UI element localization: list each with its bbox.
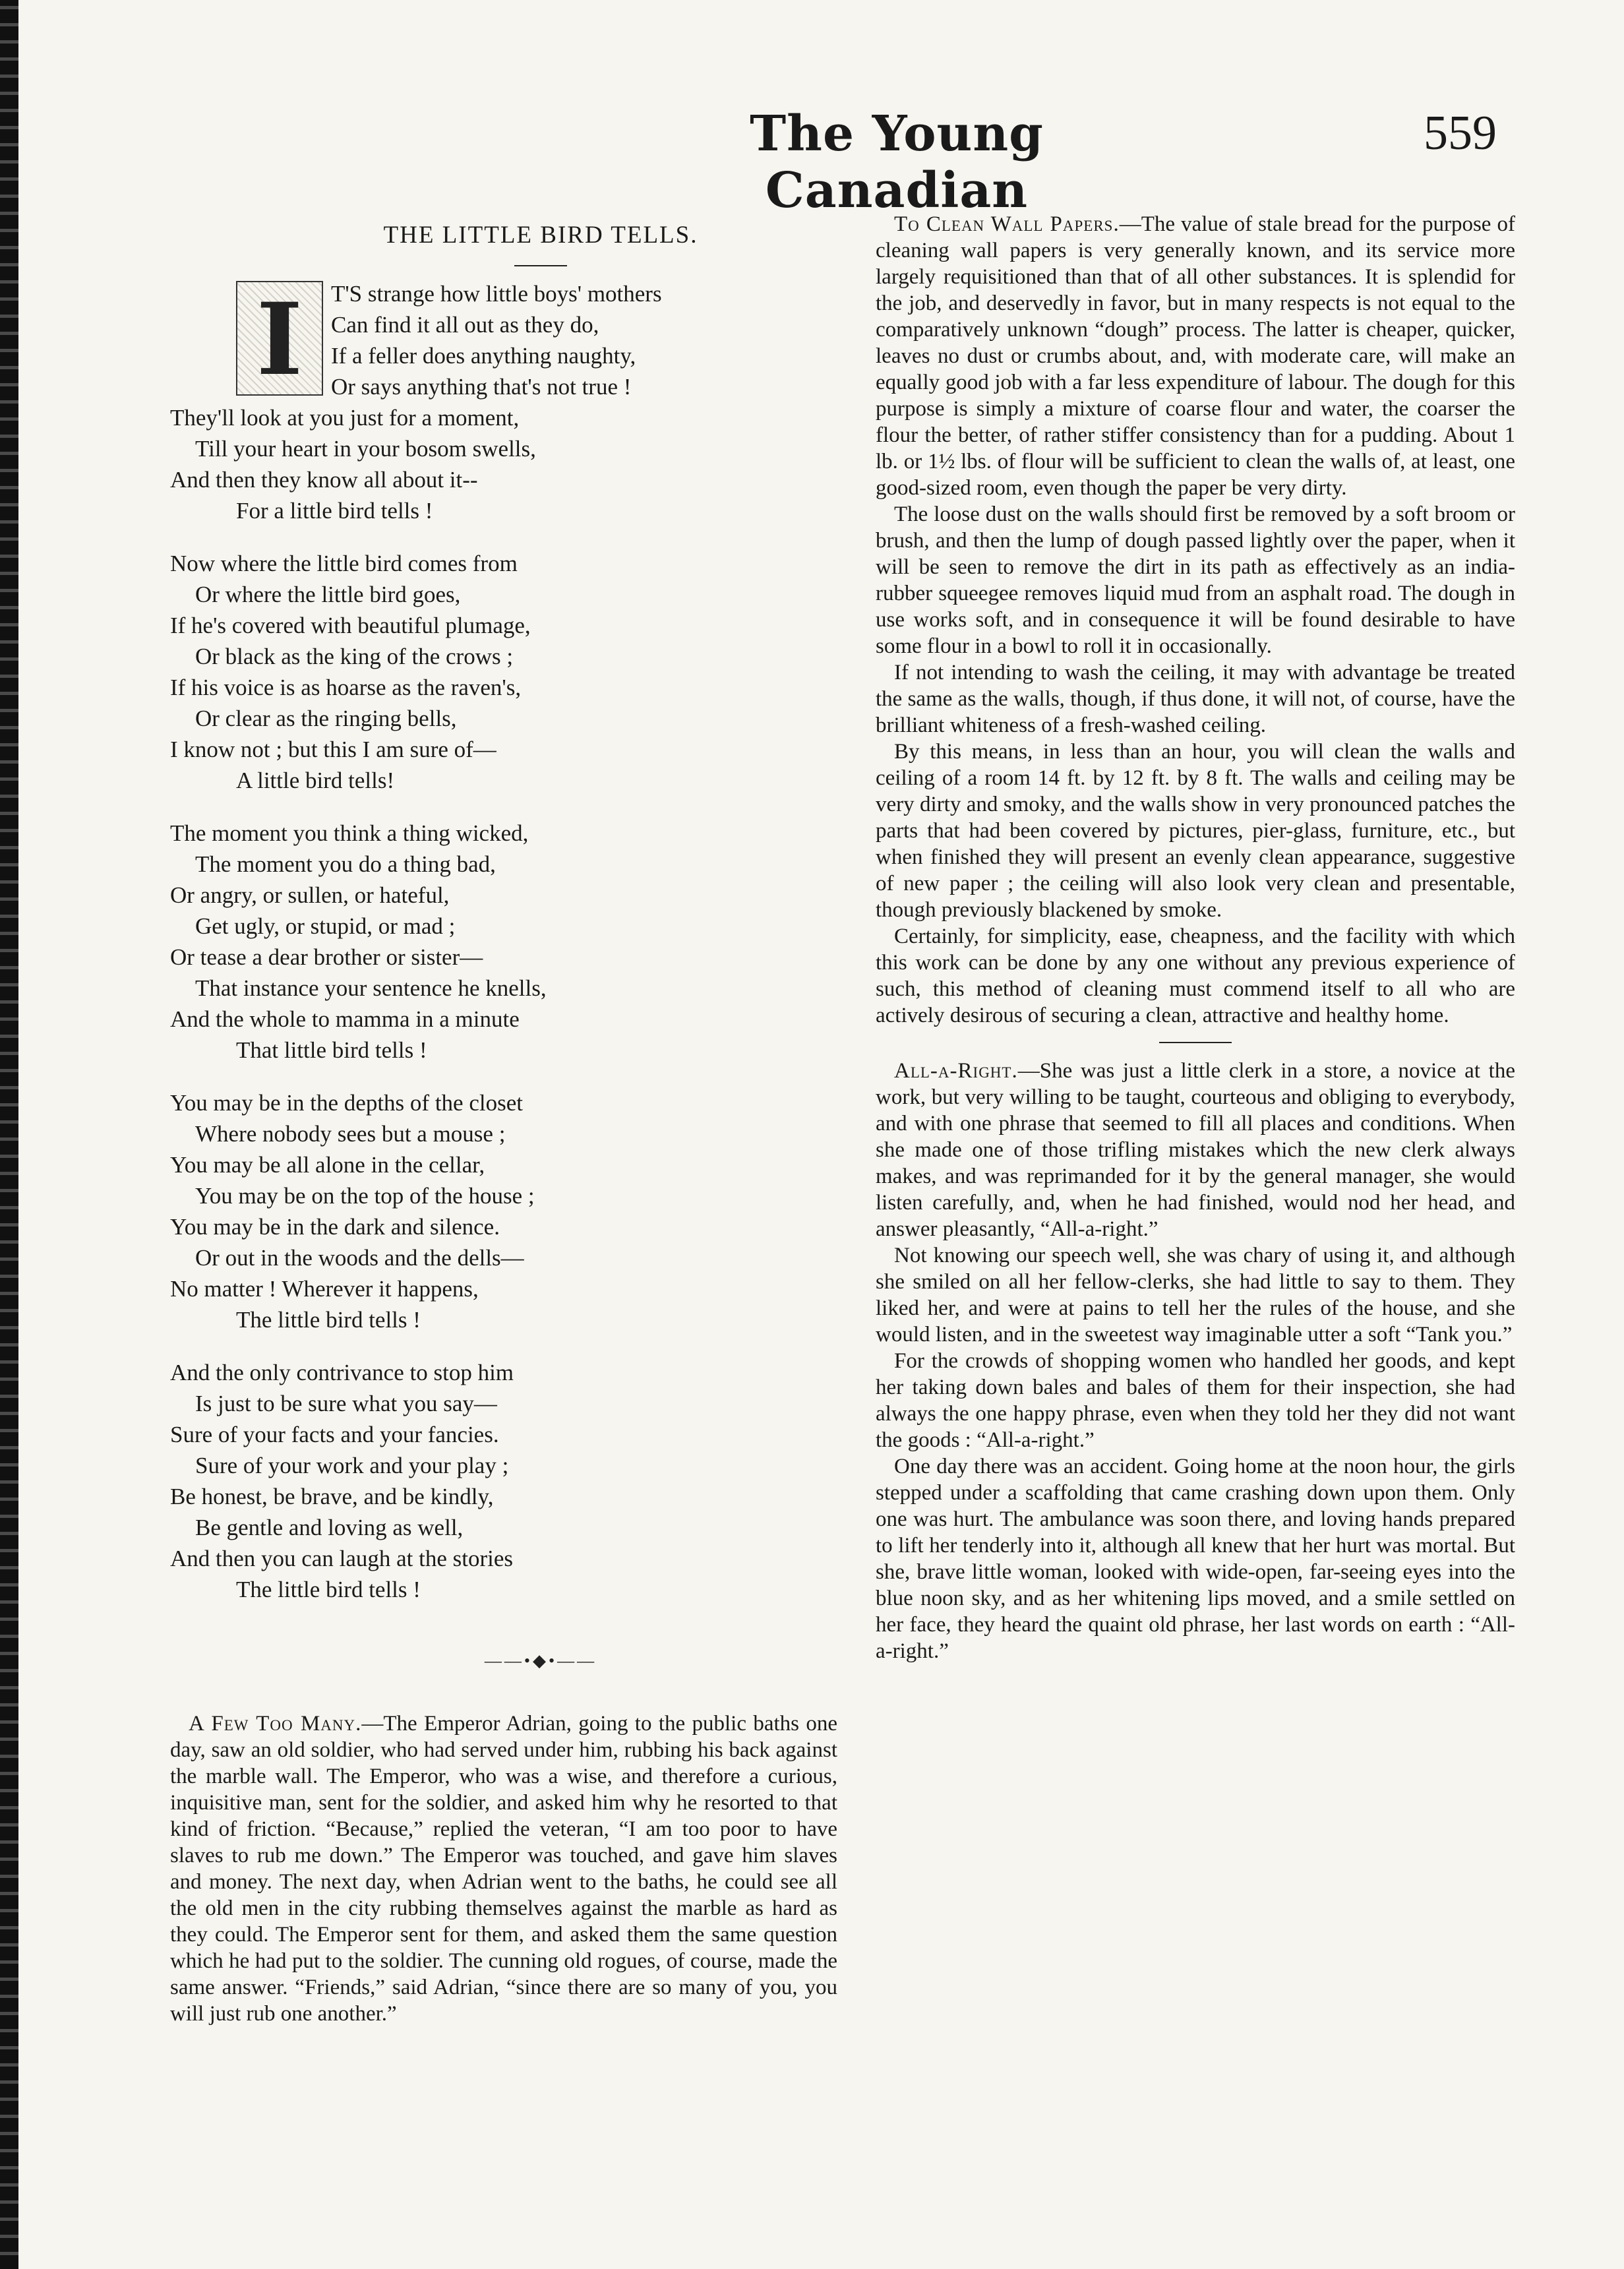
stanza-5 bbox=[170, 1357, 837, 1605]
ornamental-drop-cap: I bbox=[236, 281, 323, 396]
poem-line: Or black as the king of the crows ; bbox=[195, 644, 514, 669]
poem-line: I know not ; but this I am sure of— bbox=[170, 737, 496, 762]
stanza-2 bbox=[170, 548, 837, 796]
poem-line: And the only contrivance to stop him bbox=[170, 1360, 514, 1385]
poem-line: Or angry, or sullen, or hateful, bbox=[170, 882, 450, 908]
poem-line: T'S strange how little boys' mothers bbox=[331, 281, 662, 307]
article-heading: A Few Too Many. bbox=[189, 1712, 362, 1736]
poem-line: Can find it all out as they do, bbox=[331, 312, 599, 338]
poem-line: If he's covered with beautiful plumage, bbox=[170, 613, 531, 638]
poem-line: Or out in the woods and the dells— bbox=[195, 1245, 524, 1271]
poem-line: Where nobody sees but a mouse ; bbox=[195, 1121, 506, 1147]
poem-line: You may be all alone in the cellar, bbox=[170, 1152, 485, 1178]
section-ornament: ——•◆•—— bbox=[484, 1651, 597, 1670]
few-too-many-article bbox=[170, 1710, 837, 2027]
poem-line: For a little bird tells ! bbox=[236, 498, 433, 524]
poem-line: That instance your sentence he knells, bbox=[195, 975, 547, 1001]
poem-line: And then they know all about it-- bbox=[170, 467, 478, 493]
all-a-right-paragraph: One day there was an accident. Going home at the noon hour, the girls stepped under a scaffolding that came crashing down upon them. Only one was hurt. The ambulance was soon there, and loving hands prepared to lift her tenderly into it, although all knew that her hurt was mortal. But she, brave little woman, looked with wide-open, far-seeing eyes into the blue noon sky, and as her whitening lips moved, and a smile settled on her face, they heard the quaint old phrase, her last words on earth : “All-a-right.” bbox=[876, 1455, 1515, 1663]
article-text: —The value of stale bread for the purpose of cleaning wall papers is very generally known, and its service more largely requisitioned than that of all other substances. It is splendid for the job, and deservedly in favor, but in many respects is not equal to the comparatively unknown “dough” process. The latter is cheaper, quicker, leaves no dust or crumbs about, and, with moderate care, will make an equally good job with a far less expenditure of labour. The dough for this purpose is simply a mixture of coarse flour and water, the coarser the flour the better, of rather stiffer consistency than for a pudding. About 1 lb. or 1½ lbs. of flour will be sufficient to clean the walls of, at least, one good-sized room, even though the paper be very dirty. bbox=[876, 212, 1515, 500]
title-rule bbox=[514, 265, 567, 266]
stanza-4 bbox=[170, 1087, 837, 1335]
poem-line: Is just to be sure what you say— bbox=[195, 1391, 497, 1416]
all-a-right-paragraph: Not knowing our speech well, she was chary of using it, and although she smiled on all her fellow-clerks, she had little to say to them. They liked her, and were at pains to tell her the rules of the house, and she would listen, and in the sweetest way imaginable utter a soft “Tank you.” bbox=[876, 1244, 1515, 1346]
section-rule bbox=[1159, 1042, 1232, 1043]
poem-line: If his voice is as hoarse as the raven's, bbox=[170, 675, 522, 700]
page-number: 559 bbox=[1424, 106, 1497, 160]
poem-line: No matter ! Wherever it happens, bbox=[170, 1276, 479, 1302]
all-a-right-paragraph: For the crowds of shopping women who handled her goods, and kept her taking down bales and bales of them for their inspection, she had always the one happy phrase, even when they told her they did not want the goods : “All-a-right.” bbox=[876, 1349, 1515, 1452]
poem-line: Sure of your work and your play ; bbox=[195, 1453, 509, 1478]
poem-line: Be gentle and loving as well, bbox=[195, 1515, 464, 1540]
binding-edge bbox=[0, 0, 18, 2269]
poem-line: Or says anything that's not true ! bbox=[331, 374, 632, 400]
poem-line: The little bird tells ! bbox=[236, 1307, 421, 1333]
poem-line: If a feller does anything naughty, bbox=[331, 343, 636, 369]
poem-line: A little bird tells! bbox=[236, 768, 395, 793]
poem-line: And then you can laugh at the stories bbox=[170, 1546, 514, 1571]
poem-line: The moment you think a thing wicked, bbox=[170, 820, 529, 846]
wall-papers-paragraph: If not intending to wash the ceiling, it may with advantage be treated the same as the walls, though, if thus done, it will not, of course, have the brilliant whiteness of a fresh-washed ceiling. bbox=[876, 661, 1515, 737]
poem-body bbox=[170, 278, 837, 1605]
poem-line: And the whole to mamma in a minute bbox=[170, 1006, 520, 1032]
all-a-right-paragraph bbox=[876, 1058, 1515, 1242]
stanza-3 bbox=[170, 818, 837, 1066]
right-column bbox=[876, 211, 1515, 1664]
left-column bbox=[170, 211, 837, 2027]
article-text: —The Emperor Adrian, going to the public baths one day, saw an old soldier, who had served under him, rubbing his back against the marble wall. The Emperor, who was a wise, and therefore a curious, inquisitive man, sent for the soldier, and asked him why he resorted to that kind of friction. “Because,” replied the veteran, “I am too poor to have slaves to rub me down.” The Emperor was touched, and gave him slaves and money. The next day, when Adrian went to the baths, he could see all the old men in the city rubbing themselves against the marble as hard as they could. The Emperor sent for them, and asked them the same question which he had put to the soldier. The cunning old rogues, of course, made the same answer. “Friends,” said Adrian, “since there are so many of you, you will just rub one another.” bbox=[170, 1712, 837, 2026]
poem-line: They'll look at you just for a moment, bbox=[170, 405, 520, 431]
poem-line: The little bird tells ! bbox=[236, 1577, 421, 1602]
wall-papers-paragraph: By this means, in less than an hour, you will clean the walls and ceiling of a room 14 ft. by 12 ft. by 8 ft. The walls and ceiling may be very dirty and smoky, and the walls show in very pronounced patches the parts that had been covered by pictures, pier-glass, furniture, etc., but when finished they will present an evenly clean appearance, suggestive of new paper ; the ceiling will also look very clean and presentable, though previously blackened by smoke. bbox=[876, 740, 1515, 922]
wall-papers-paragraph bbox=[876, 211, 1515, 501]
poem-line: The moment you do a thing bad, bbox=[195, 851, 496, 877]
poem-line: You may be in the depths of the closet bbox=[170, 1090, 523, 1116]
stanza-1 bbox=[170, 278, 837, 526]
wall-papers-paragraph: The loose dust on the walls should first be removed by a soft broom or brush, and then the lump of dough passed lightly over the paper, when it will be seen to remove the dirt in its path as effectively as an india-rubber squeegee removes liquid mud from an asphalt road. The dough in use works soft, and in consequence it will be found desirable to have some flour in a bowl to roll it in occasionally. bbox=[876, 502, 1515, 658]
article-text: —She was just a little clerk in a store, a novice at the work, but very willing to be taught, courteous and obliging to everybody, and with one phrase that seemed to fill all places and conditions. When she made one of those trifling mistakes which the new clerk always makes, and was reprimanded for it by the general manager, she would listen carefully, and, when he had finished, would nod her head, and answer pleasantly, “All-a-right.” bbox=[876, 1059, 1515, 1241]
poem-line: You may be on the top of the house ; bbox=[195, 1183, 535, 1209]
article-heading: To Clean Wall Papers. bbox=[894, 212, 1120, 236]
poem-line: You may be in the dark and silence. bbox=[170, 1214, 500, 1240]
wall-papers-paragraph: Certainly, for simplicity, ease, cheapness, and the facility with which this work can be done by any one without any previous experience of such, this method of cleaning must commend itself to all who are actively desirous of securing a clean, attractive and healthy home. bbox=[876, 924, 1515, 1027]
article-heading: All-a-Right. bbox=[894, 1059, 1018, 1083]
poem-line: Now where the little bird comes from bbox=[170, 551, 518, 576]
poem-line: That little bird tells ! bbox=[236, 1037, 427, 1063]
poem-line: Or clear as the ringing bells, bbox=[195, 706, 457, 731]
poem-line: Be honest, be brave, and be kindly, bbox=[170, 1484, 494, 1509]
poem-line: Or tease a dear brother or sister— bbox=[170, 944, 483, 970]
poem-line: Sure of your facts and your fancies. bbox=[170, 1422, 499, 1447]
masthead-title: The Young Canadian bbox=[750, 106, 1044, 219]
poem-line: Get ugly, or stupid, or mad ; bbox=[195, 913, 456, 939]
poem-line: Or where the little bird goes, bbox=[195, 582, 461, 607]
poem-title: THE LITTLE BIRD TELLS. bbox=[383, 222, 698, 249]
poem-line: Till your heart in your bosom swells, bbox=[195, 436, 536, 462]
